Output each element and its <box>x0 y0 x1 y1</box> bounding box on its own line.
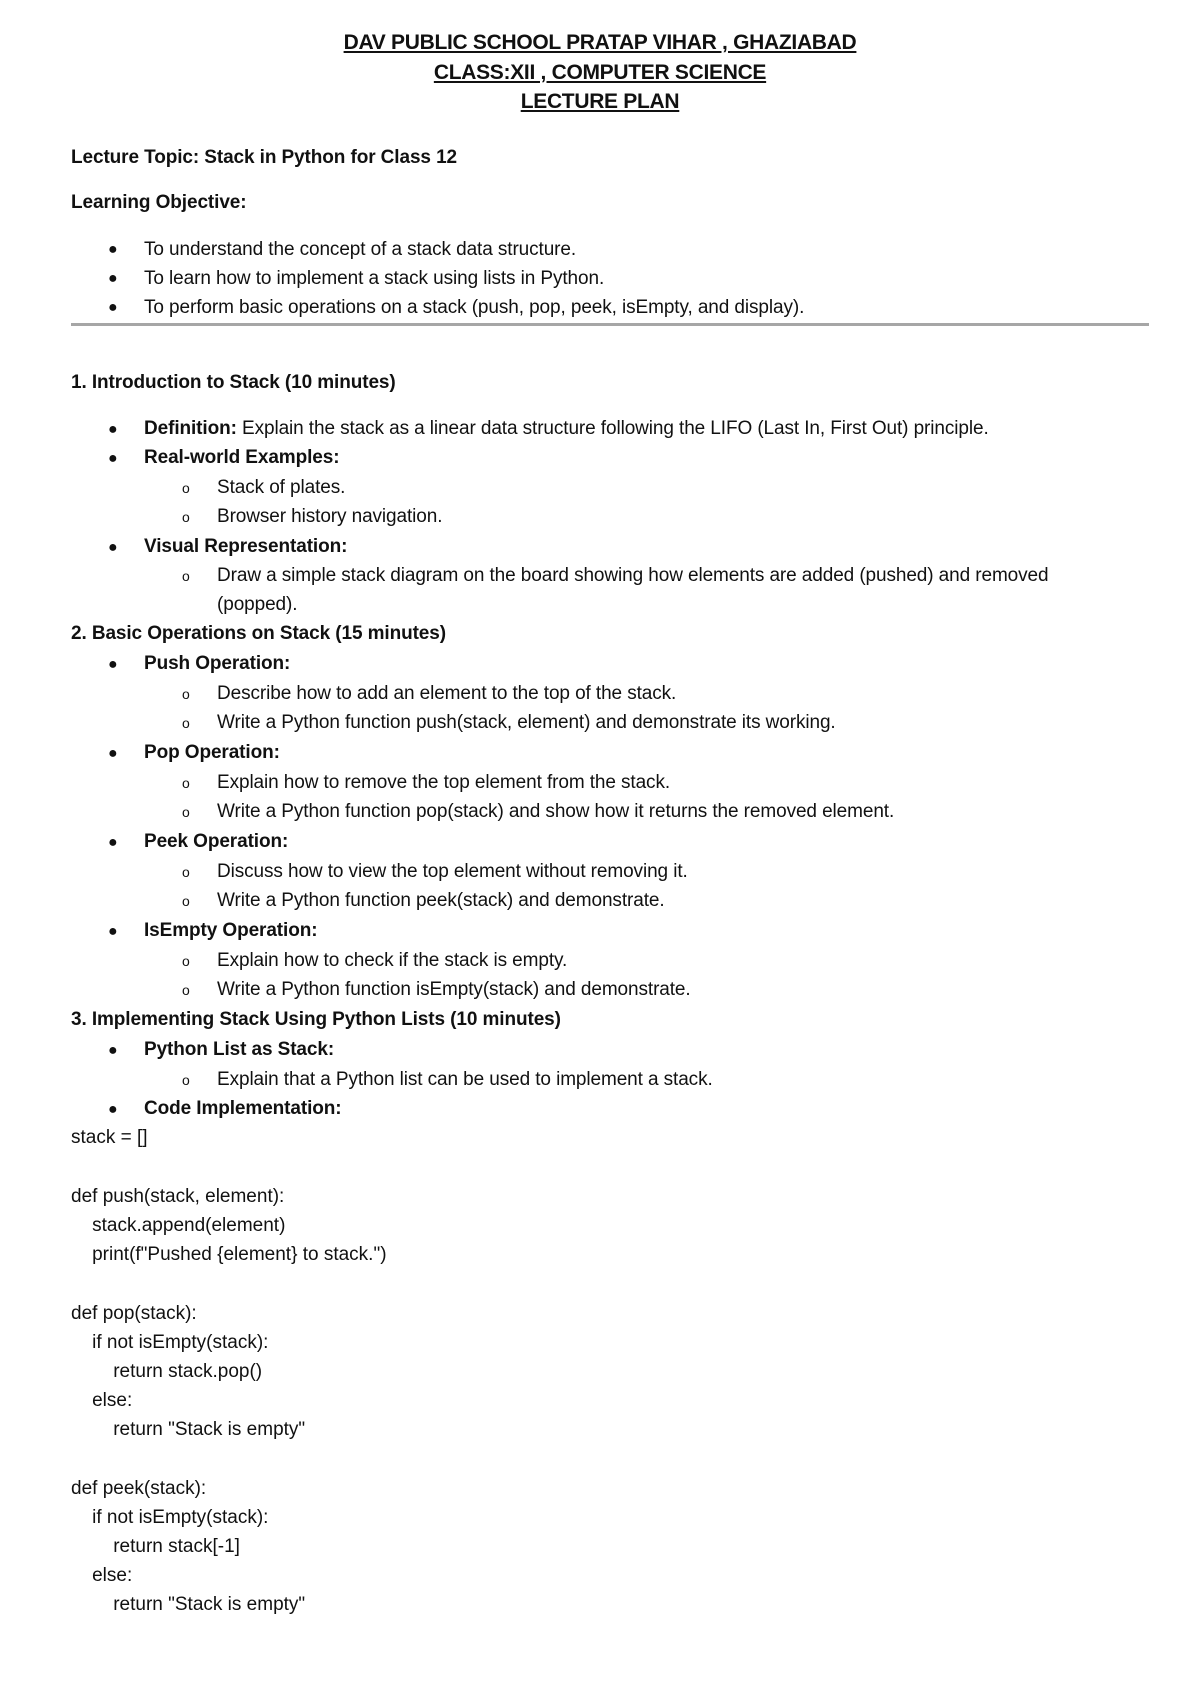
list-item: Explain that a Python list can be used to implement a stack. <box>217 1069 713 1090</box>
definition-label: Definition: <box>144 418 237 439</box>
peek-item: Write a Python function peek(stack) and demonstrate. <box>217 890 665 911</box>
bullet-icon: ● <box>108 450 118 467</box>
section-heading: 2. Basic Operations on Stack (15 minutes) <box>71 623 446 644</box>
example-item: Browser history navigation. <box>217 506 443 527</box>
bullet-icon: ● <box>108 834 118 851</box>
bullet-icon: ● <box>108 1101 118 1118</box>
code-line: else: <box>71 1390 133 1411</box>
horizontal-rule <box>71 323 1149 326</box>
objective-item: To understand the concept of a stack data structure. <box>144 239 577 260</box>
code-line: return "Stack is empty" <box>71 1419 306 1440</box>
bullet-icon: ● <box>108 421 118 438</box>
objective-heading: Learning Objective: <box>71 192 247 213</box>
pop-item: Write a Python function pop(stack) and show how it returns the removed element. <box>217 801 895 822</box>
visual-text: Draw a simple stack diagram on the board showing how elements are added (pushed) and removed <box>217 565 1049 586</box>
isempty-label: IsEmpty Operation: <box>144 920 318 941</box>
push-label: Push Operation: <box>144 653 291 674</box>
bullet-icon: ● <box>108 539 118 556</box>
objective-item: To learn how to implement a stack using lists in Python. <box>144 268 605 289</box>
pop-label: Pop Operation: <box>144 742 280 763</box>
circle-bullet-icon: o <box>182 775 190 791</box>
code-line: if not isEmpty(stack): <box>71 1332 269 1353</box>
objective-item: To perform basic operations on a stack (push, pop, peek, isEmpty, and display). <box>144 297 805 318</box>
circle-bullet-icon: o <box>182 686 190 702</box>
code-line: def peek(stack): <box>71 1478 207 1499</box>
pop-item: Explain how to remove the top element from the stack. <box>217 772 671 793</box>
code-line: stack = [] <box>71 1127 148 1148</box>
visual-text-cont: (popped). <box>217 594 298 615</box>
lecture-plan-title: LECTURE PLAN <box>520 90 680 113</box>
code-line: return stack.pop() <box>71 1361 263 1382</box>
bullet-icon: ● <box>108 299 118 316</box>
examples-label: Real-world Examples: <box>144 447 340 468</box>
circle-bullet-icon: o <box>182 568 190 584</box>
push-item: Write a Python function push(stack, element) and demonstrate its working. <box>217 712 836 733</box>
circle-bullet-icon: o <box>182 715 190 731</box>
lecture-topic: Lecture Topic: Stack in Python for Class 12 <box>71 147 457 168</box>
code-line: stack.append(element) <box>71 1215 286 1236</box>
circle-bullet-icon: o <box>182 804 190 820</box>
list-label: Python List as Stack: <box>144 1039 335 1060</box>
code-label: Code Implementation: <box>144 1098 342 1119</box>
bullet-icon: ● <box>108 923 118 940</box>
visual-label: Visual Representation: <box>144 536 348 557</box>
section-heading: 1. Introduction to Stack (10 minutes) <box>71 372 396 393</box>
peek-item: Discuss how to view the top element without removing it. <box>217 861 688 882</box>
code-line: def push(stack, element): <box>71 1186 285 1207</box>
circle-bullet-icon: o <box>182 864 190 880</box>
class-title: CLASS:XII , COMPUTER SCIENCE <box>433 61 767 84</box>
code-line: if not isEmpty(stack): <box>71 1507 269 1528</box>
definition-line <box>144 418 989 440</box>
code-line: def pop(stack): <box>71 1303 197 1324</box>
circle-bullet-icon: o <box>182 509 190 525</box>
isempty-item: Explain how to check if the stack is empty. <box>217 950 568 971</box>
circle-bullet-icon: o <box>182 953 190 969</box>
definition-text: Explain the stack as a linear data structure following the LIFO (Last In, First Out) principle. <box>236 418 989 439</box>
circle-bullet-icon: o <box>182 893 190 909</box>
bullet-icon: ● <box>108 270 118 287</box>
bullet-icon: ● <box>108 241 118 258</box>
section-heading: 3. Implementing Stack Using Python Lists (10 minutes) <box>71 1009 561 1030</box>
bullet-icon: ● <box>108 745 118 762</box>
circle-bullet-icon: o <box>182 480 190 496</box>
code-line: print(f"Pushed {element} to stack.") <box>71 1244 387 1265</box>
push-item: Describe how to add an element to the top of the stack. <box>217 683 677 704</box>
isempty-item: Write a Python function isEmpty(stack) and demonstrate. <box>217 979 691 1000</box>
peek-label: Peek Operation: <box>144 831 289 852</box>
code-line: else: <box>71 1565 133 1586</box>
bullet-icon: ● <box>108 656 118 673</box>
circle-bullet-icon: o <box>182 982 190 998</box>
example-item: Stack of plates. <box>217 477 346 498</box>
circle-bullet-icon: o <box>182 1072 190 1088</box>
bullet-icon: ● <box>108 1042 118 1059</box>
code-line: return stack[-1] <box>71 1536 240 1557</box>
school-name: DAV PUBLIC SCHOOL PRATAP VIHAR , GHAZIABAD <box>343 31 857 54</box>
code-line: return "Stack is empty" <box>71 1594 306 1615</box>
